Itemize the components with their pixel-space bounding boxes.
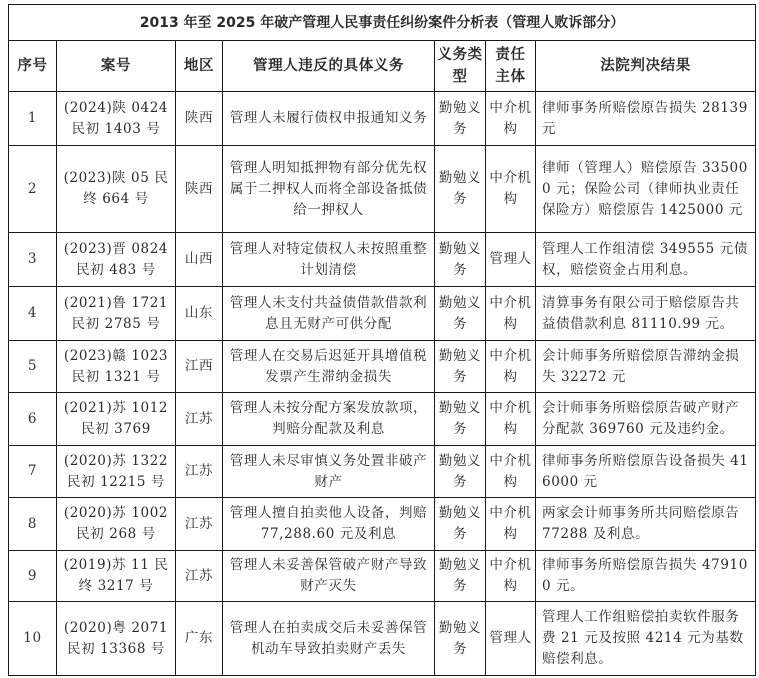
cell-seq: 7	[9, 446, 57, 498]
cell-subject: 管理人	[486, 602, 536, 676]
cell-seq: 9	[9, 551, 57, 602]
cell-duty: 管理人在交易后迟延开具增值税发票产生滞纳金损失	[223, 341, 435, 393]
header-case-no: 案号	[57, 41, 176, 92]
cell-duty-type: 勤勉义务	[435, 498, 486, 551]
cell-duty: 管理人明知抵押物有部分优先权属于二押权人而将全部设备抵债给一押权人	[223, 146, 435, 233]
cell-duty-type: 勤勉义务	[435, 446, 486, 498]
cell-duty-type: 勤勉义务	[435, 146, 486, 233]
cell-case-no: (2023)赣 1023 民初 1321 号	[57, 341, 176, 393]
header-subject: 责任主体	[486, 41, 536, 92]
cell-region: 江西	[176, 341, 223, 393]
cell-case-no: (2020)苏 1322 民初 12215 号	[57, 446, 176, 498]
cell-duty-type: 勤勉义务	[435, 92, 486, 146]
cell-duty: 管理人擅自拍卖他人设备，判赔 77,288.60 元及利息	[223, 498, 435, 551]
cell-result: 管理人工作组清偿 349555 元债权，赔偿资金占用利息。	[536, 233, 756, 287]
cell-seq: 2	[9, 146, 57, 233]
table-row	[9, 602, 756, 676]
header-duty: 管理人违反的具体义务	[223, 41, 435, 92]
header-row	[9, 41, 756, 92]
cell-region: 江苏	[176, 446, 223, 498]
cell-duty: 管理人未按分配方案发放款项，判赔分配款及利息	[223, 393, 435, 446]
cell-region: 山西	[176, 233, 223, 287]
cell-duty-type: 勤勉义务	[435, 393, 486, 446]
cell-result: 律师（管理人）赔偿原告 335000 元；保险公司（律师执业责任保险方）赔偿原告 1425000 元	[536, 146, 756, 233]
cell-duty-type: 勤勉义务	[435, 341, 486, 393]
cell-subject: 中介机构	[486, 92, 536, 146]
cell-subject: 中介机构	[486, 341, 536, 393]
cell-seq: 10	[9, 602, 57, 676]
cell-result: 会计师事务所赔偿原告破产财产分配款 369760 元及违约金。	[536, 393, 756, 446]
cell-result: 律师事务所赔偿原告设备损失 416000 元	[536, 446, 756, 498]
cell-case-no: (2023)晋 0824 民初 483 号	[57, 233, 176, 287]
cell-subject: 中介机构	[486, 393, 536, 446]
cell-duty-type: 勤勉义务	[435, 233, 486, 287]
cell-region: 陕西	[176, 92, 223, 146]
cell-region: 江苏	[176, 498, 223, 551]
cell-region: 广东	[176, 602, 223, 676]
cell-result: 律师事务所赔偿原告损失 479100 元。	[536, 551, 756, 602]
cell-case-no: (2024)陕 0424 民初 1403 号	[57, 92, 176, 146]
table-row	[9, 446, 756, 498]
cell-seq: 4	[9, 287, 57, 341]
cell-case-no: (2020)粤 2071 民初 13368 号	[57, 602, 176, 676]
cell-seq: 1	[9, 92, 57, 146]
cell-duty: 管理人未尽审慎义务处置非破产财产	[223, 446, 435, 498]
cell-region: 江苏	[176, 393, 223, 446]
table-title: 2013 年至 2025 年破产管理人民事责任纠纷案件分析表（管理人败诉部分）	[9, 5, 756, 41]
table-row	[9, 233, 756, 287]
cell-case-no: (2021)苏 1012 民初 3769	[57, 393, 176, 446]
cell-subject: 中介机构	[486, 498, 536, 551]
cell-subject: 中介机构	[486, 551, 536, 602]
cell-region: 陕西	[176, 146, 223, 233]
header-duty-type: 义务类型	[435, 41, 486, 92]
cell-subject: 中介机构	[486, 146, 536, 233]
table-row	[9, 287, 756, 341]
cell-duty: 管理人在拍卖成交后未妥善保管机动车导致拍卖财产丢失	[223, 602, 435, 676]
cell-result: 律师事务所赔偿原告损失 28139 元	[536, 92, 756, 146]
cell-result: 清算事务有限公司于赔偿原告共益债借款利息 81110.99 元。	[536, 287, 756, 341]
cell-seq: 5	[9, 341, 57, 393]
header-seq: 序号	[9, 41, 57, 92]
case-analysis-document	[8, 4, 755, 676]
title-row	[9, 5, 756, 41]
case-table	[8, 4, 756, 676]
cell-case-no: (2020)苏 1002 民初 268 号	[57, 498, 176, 551]
cell-duty: 管理人未履行债权申报通知义务	[223, 92, 435, 146]
cell-duty-type: 勤勉义务	[435, 551, 486, 602]
cell-duty: 管理人未支付共益债借款借款利息且无财产可供分配	[223, 287, 435, 341]
cell-result: 会计师事务所赔偿原告滞纳金损失 32272 元	[536, 341, 756, 393]
cell-subject: 中介机构	[486, 287, 536, 341]
cell-case-no: (2023)陕 05 民终 664 号	[57, 146, 176, 233]
cell-duty: 管理人对特定债权人未按照重整计划清偿	[223, 233, 435, 287]
cell-case-no: (2019)苏 11 民终 3217 号	[57, 551, 176, 602]
cell-result: 两家会计师事务所共同赔偿原告 77288 及利息。	[536, 498, 756, 551]
table-row	[9, 498, 756, 551]
cell-subject: 管理人	[486, 233, 536, 287]
table-row	[9, 341, 756, 393]
cell-seq: 8	[9, 498, 57, 551]
header-region: 地区	[176, 41, 223, 92]
table-body	[9, 92, 756, 676]
cell-seq: 6	[9, 393, 57, 446]
cell-duty-type: 勤勉义务	[435, 287, 486, 341]
table-row	[9, 393, 756, 446]
table-row	[9, 146, 756, 233]
header-result: 法院判决结果	[536, 41, 756, 92]
cell-region: 山东	[176, 287, 223, 341]
table-row	[9, 92, 756, 146]
cell-subject: 中介机构	[486, 446, 536, 498]
cell-seq: 3	[9, 233, 57, 287]
cell-duty: 管理人未妥善保管破产财产导致财产灭失	[223, 551, 435, 602]
cell-case-no: (2021)鲁 1721 民初 2785 号	[57, 287, 176, 341]
cell-duty-type: 勤勉义务	[435, 602, 486, 676]
cell-result: 管理人工作组赔偿拍卖软件服务费 21 元及按照 4214 元为基数赔偿利息。	[536, 602, 756, 676]
cell-region: 江苏	[176, 551, 223, 602]
table-row	[9, 551, 756, 602]
